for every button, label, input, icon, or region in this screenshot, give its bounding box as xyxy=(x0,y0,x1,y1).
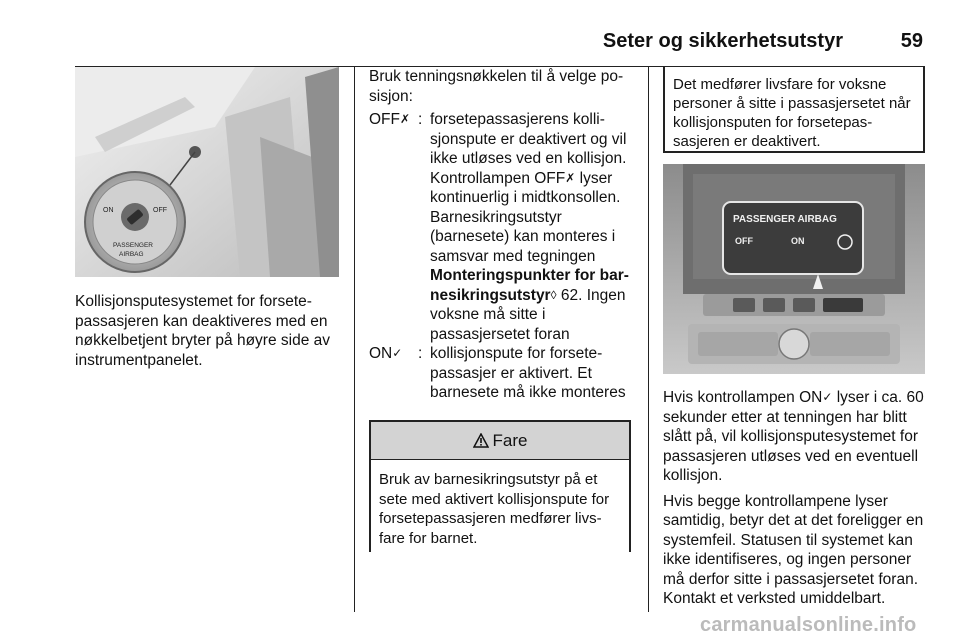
watermark: carmanualsonline.info xyxy=(700,614,917,636)
airbag-on-icon: ✓ xyxy=(822,390,833,404)
warning-title: Fare xyxy=(492,430,528,450)
paragraph-on-indicator: Hvis kontrollampen ON✓ lyser i ca. 60 sekunder etter at tenningen har blitt slått på, vil kollisjonsputesystemet for passasjeren utløses ved en eventuell kollisjon. xyxy=(663,389,924,484)
column-divider-1 xyxy=(354,67,355,612)
airbag-off-icon: ✗ xyxy=(565,170,576,185)
console-label-on: ON xyxy=(791,236,805,246)
intro-text: Bruk tenningsnøkkelen til å velge posisjon: xyxy=(369,68,624,105)
airbag-off-icon: ✗ xyxy=(400,112,411,126)
center-console-photo xyxy=(663,164,925,374)
indicator-explanation xyxy=(663,388,928,609)
paragraph-system-fault: Hvis begge kontrollampene lyser samtidig, betyr det at det foreligger en systemfeil. Statusen til systemet kan ikke identifiseres, og ingen personer må derfor sitte i passasjersetet foran. Kontakt et verksted umiddelbart. xyxy=(663,492,924,607)
warning-text: Bruk av barnesikringsutstyr på et sete med aktivert kollisjonspute for forsetepassasjeren medfører livsfare for barnet. xyxy=(379,471,610,547)
on-term: ON xyxy=(369,345,393,362)
warning-box xyxy=(369,420,631,552)
page-reference-icon: ◊ xyxy=(550,287,557,302)
off-description-cont: lyser kontinuerlig i midtkonsollen. Barnesikringsutstyr (barnesete) kan monteres i samsvar med tegningen xyxy=(430,169,621,265)
warning-triangle-icon xyxy=(473,433,489,448)
figure-caption: Kollisjonsputesystemet for forsetepassasjeren kan deaktiveres med en nøkkelbetjent bryter på høyre side av instrumentpanelet. xyxy=(75,293,331,369)
list-item-on: ON✓ : kollisjonspute for forsetepassasjer er aktivert. Et barnesete må ikke monteres xyxy=(369,344,634,403)
console-label-off: OFF xyxy=(735,236,753,246)
on-description: kollisjonspute for forsetepassasjer er aktivert. Et barnesete må ikke monteres xyxy=(430,345,626,401)
position-list xyxy=(369,110,634,403)
off-term: OFF xyxy=(369,111,400,128)
off-description: forsetepassasjerens kollisjonspute er deaktivert og vil ikke utløses ved en kollisjon. Kontrollampen OFF xyxy=(430,111,627,187)
page-header xyxy=(75,22,925,54)
column-divider-2 xyxy=(648,67,649,612)
page-number: 59 xyxy=(900,30,923,52)
warning-continuation-box: Det medfører livsfare for voksne personer å sitte i passasjersetet når kollisjonsputen for forsetepassasjeren er deaktivert. xyxy=(663,67,925,153)
airbag-switch-photo xyxy=(75,67,339,277)
airbag-on-icon: ✓ xyxy=(392,346,403,360)
section-title: Seter og sikkerhetsutstyr xyxy=(602,30,843,52)
list-item-off: OFF✗ : forsetepassasjerens kollisjonspute er deaktivert og vil ikke utløses ved en kollisjon. Kontrollampen OFF✗ lyser kontinuerlig i midtkonsollen. Barnesikringsutstyr (barnesete) kan monteres i samsvar med tegningen Monteringspunkter for barnesikringsutstyr◊ 62. Ingen voksne må sitte i passasjersetet foran xyxy=(369,111,629,343)
position-instructions xyxy=(369,67,634,403)
warning-header xyxy=(371,422,629,460)
switch-label-passenger: PASSENGER xyxy=(113,242,153,249)
switch-label-airbag: AIRBAG xyxy=(119,251,144,258)
off-reference: 62. Ingen voksne må sitte i passasjersetet foran xyxy=(430,286,626,343)
switch-label-off: OFF xyxy=(153,207,167,214)
switch-label-on: ON xyxy=(103,207,114,214)
console-label-passenger-airbag: PASSENGER AIRBAG xyxy=(733,214,837,225)
cross-reference-link[interactable]: Monteringspunkter for barnesikringsutstyr xyxy=(430,267,629,304)
